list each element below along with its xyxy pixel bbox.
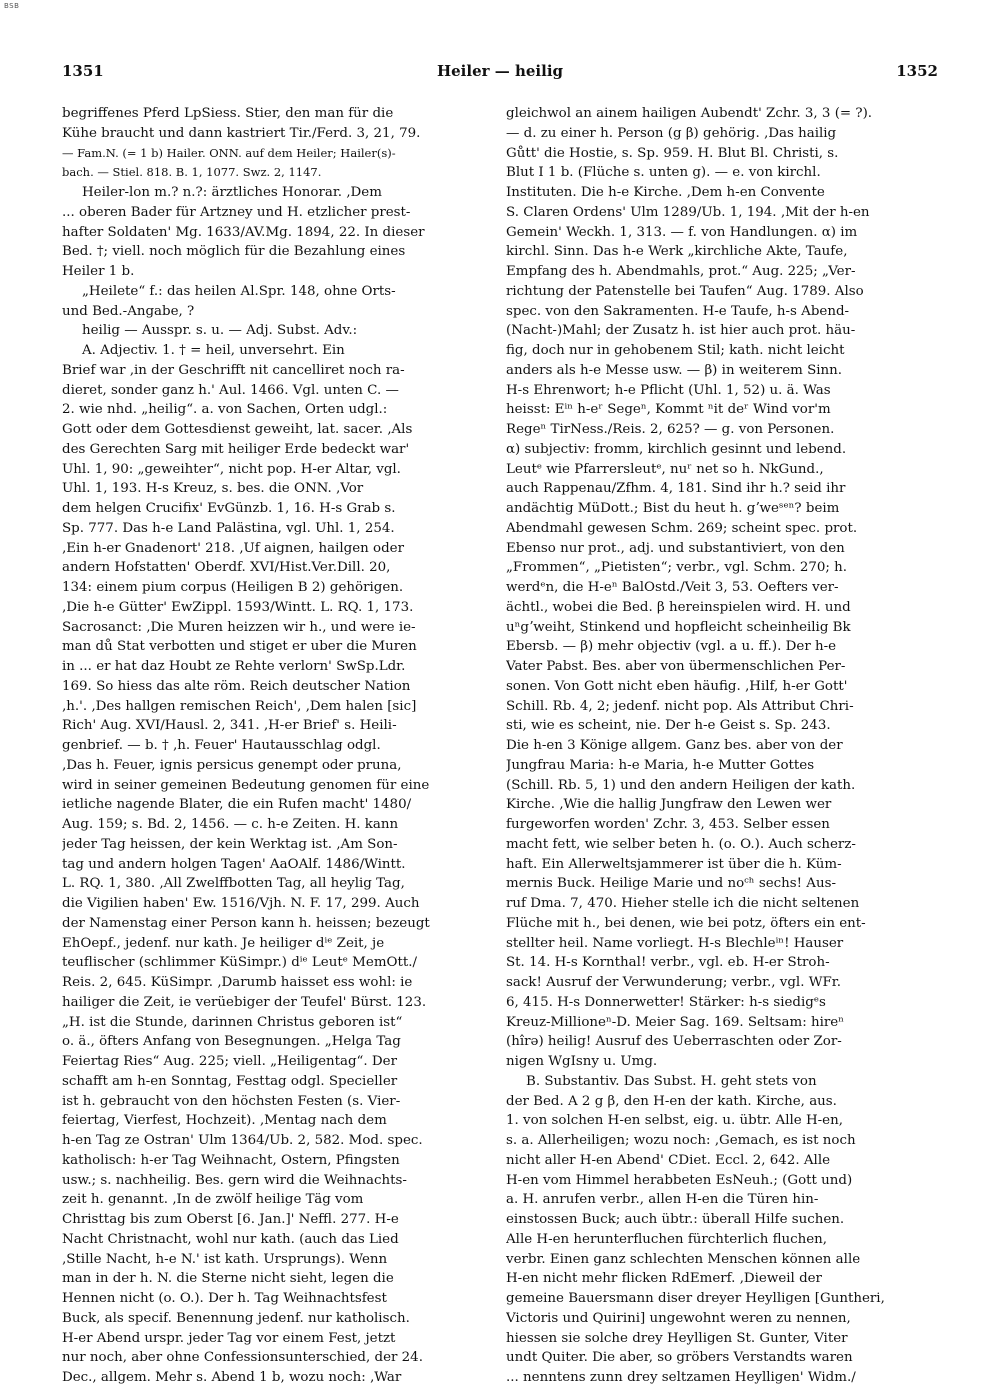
headword-title: Heiler — heilig (436, 62, 564, 80)
text-line: andächtig MüDott.; Bist du heut h. gʼweˢᵉⁿ? beim (506, 501, 840, 516)
text-line: Ebenso nur prot., adj. und substantiviert, von den (506, 540, 845, 556)
text-line: Alle H-en herunterfluchen fürchterlich fluchen, (506, 1231, 828, 1247)
text-line: Jungfrau Maria: h-e Maria, h-e Mutter Gottes (506, 757, 815, 773)
text-line: Empfang des h. Abendmahls, prot.“ Aug. 225; „Ver- (506, 264, 856, 279)
text-line: begriffenes Pferd LpSiess. Stier, den man für die (62, 106, 394, 121)
text-line: usw.; s. nachheilig. Bes. gern wird die Weihnachts- (62, 1172, 407, 1188)
text-line: H-er Abend urspr. jeder Tag vor einem Fest, jetzt (62, 1330, 396, 1346)
text-line: Hennen nicht (o. O.). Der h. Tag Weihnachtsfest (62, 1291, 387, 1306)
text-line: kirchl. Sinn. Das h-e Werk „kirchliche Akte, Taufe, (506, 244, 848, 260)
text-line: „Frommen“, „Pietisten“; verbr., vgl. Schm. 270; h. (506, 560, 848, 576)
text-line: Heiler-lon m.? n.?: ärztliches Honorar. ‚Dem (82, 185, 382, 200)
text-line: Kreuz-Millioneⁿ-D. Meier Sag. 169. Seltsam: hireⁿ (506, 1014, 844, 1030)
text-line: α) subjectiv: fromm, kirchlich gesinnt und lebend. (506, 441, 847, 457)
text-line: sti, wie es scheint, nie. Der h-e Geist s. Sp. 243. (506, 718, 831, 734)
text-line: Uhl. 1, 90: „geweihter“, nicht pop. H-er Altar, vgl. (62, 461, 401, 477)
text-line: 2. wie nhd. „heilig“. a. von Sachen, Orten udgl.: (62, 402, 388, 418)
text-line: einstossen Buck; auch übtr.: überall Hilfe suchen. (506, 1212, 845, 1227)
text-line: zeit h. genannt. ‚In de zwölf heilige Täg vom (62, 1192, 364, 1208)
text-line: Gůtt' die Hostie, s. Sp. 959. H. Blut Bl. Christi, s. (506, 145, 839, 161)
text-line: Nacht Christnacht, wohl nur kath. (auch das Lied (62, 1231, 399, 1247)
text-line: sack! Ausruf der Verwunderung; verbr., vgl. WFr. (506, 975, 841, 990)
text-line: man in der h. N. die Sterne nicht sieht, legen die (62, 1271, 394, 1287)
text-line: ruf Dma. 7, 470. Hieher stelle ich die nicht seltenen (506, 896, 860, 911)
text-line: schafft am h-en Sonntag, Festtag odgl. Specieller (62, 1073, 398, 1089)
text-line: o. ä., öfters Anfang von Besegnungen. „Helga Tag (62, 1034, 401, 1050)
text-line: ... nenntens zunn drey seltzamen Heylligen' Widm./ (506, 1370, 856, 1385)
text-line: nur noch, aber ohne Confessionsunterschied, der 24. (62, 1350, 423, 1366)
text-line: 6, 415. H-s Donnerwetter! Stärker: h-s siedigᵉs (506, 994, 826, 1010)
text-line: genbrief. — b. † ‚h. Feuer' Hautausschlag odgl. (62, 738, 381, 753)
text-line: Sacrosanct: ‚Die Muren heizzen wir h., und were ie- (62, 619, 416, 635)
text-line: des Gerechten Sarg mit heiliger Erde bedeckt war' (62, 441, 410, 457)
text-line: H-s Ehrenwort; h-e Pflicht (Uhl. 1, 52) u. ä. Was (506, 382, 831, 398)
text-line: — d. zu einer h. Person (g β) gehörig. ‚Das hailig (506, 125, 837, 141)
text-line: ‚Stille Nacht, h-e N.' ist kath. Ursprungs). Wenn (62, 1251, 388, 1267)
text-line: Dec., allgem. Mehr s. Abend 1 b, wozu noch: ‚War (62, 1370, 402, 1385)
text-line: ietliche nagende Blater, die ein Rufen macht' 1480/ (62, 797, 412, 813)
text-line: anders als h-e Messe usw. — β) in weiterem Sinn. (506, 362, 843, 378)
text-line: L. RQ. 1, 380. ‚All Zwelffbotten Tag, all heylig Tag, (62, 876, 405, 892)
text-line: nicht aller H-en Abend' CDiet. Eccl. 2, 642. Alle (506, 1152, 831, 1168)
text-line: man dů Stat verbotten und stiget er uber die Muren (62, 639, 417, 655)
text-line: (Nacht-)Mahl; der Zusatz h. ist hier auch prot. häu- (506, 323, 856, 339)
text-line: ächtl., wobei die Bed. β hereinspielen wird. H. und (506, 599, 851, 615)
text-line: Kirche. ‚Wie die hallig Jungfraw den Lewen wer (506, 797, 832, 813)
text-line: 134: einem pium corpus (Heiligen B 2) gehörigen. (62, 580, 404, 595)
text-line: haft. Ein Allerweltsjammerer ist über die h. Küm- (506, 856, 842, 872)
text-line: Reis. 2, 645. KüSimpr. ‚Darumb haisset ess wohl: ie (62, 975, 413, 990)
text-line: wird in seiner gemeinen Bedeutung genomen für eine (62, 777, 430, 793)
left-text-column (62, 104, 494, 1388)
text-line: (Schill. Rb. 5, 1) und den andern Heiligen der kath. (506, 777, 856, 793)
text-line: die Vigilien haben' Ew. 1516/Vjh. N. F. 17, 299. Auch (62, 896, 420, 911)
text-line: in ... er hat daz Houbt ze Rehte verlorn' SwSp.Ldr. (62, 659, 406, 674)
right-text-column (506, 104, 938, 1388)
text-line: B. Substantiv. Das Subst. H. geht stets von (526, 1073, 817, 1089)
text-line: S. Claren Ordens' Ulm 1289/Ub. 1, 194. ‚Mit der h-en (506, 204, 870, 220)
text-line: „Heilete“ f.: das heilen Al.Spr. 148, ohne Orts- (82, 283, 396, 299)
text-line: werdᵉn, die H-eⁿ BalOstd./Veit 3, 53. Oefters ver- (506, 580, 839, 595)
text-line: teuflischer (schlimmer KüSimpr.) dⁱᵉ Leutᵉ MemOtt./ (62, 955, 418, 971)
text-line: Flüche mit h., bei denen, wie bei potz, öfters ein ent- (506, 915, 866, 931)
text-line: a. H. anrufen verbr., allen H-en die Türen hin- (506, 1192, 819, 1208)
text-line: Blut I 1 b. (Flüche s. unten g). — e. von kirchl. (506, 165, 821, 181)
text-line: verbr. Einen ganz schlechten Menschen können alle (506, 1251, 861, 1267)
text-line: 169. So hiess das alte röm. Reich deutscher Nation (62, 678, 411, 694)
text-line: ‚Ein h-er Gnadenort' 218. ‚Uf aignen, hailgen oder (62, 540, 404, 556)
library-watermark: BSB (4, 2, 20, 10)
text-line: Abendmahl gewesen Schm. 269; scheint spec. prot. (506, 520, 858, 536)
text-line: Die h-en 3 Könige allgem. Ganz bes. aber von der (506, 738, 843, 753)
text-line: ... oberen Bader für Artzney und H. etzlicher prest- (62, 204, 411, 220)
text-line: mernis Buck. Heilige Marie und noᶜʰ sechs! Aus- (506, 876, 836, 892)
text-line: nigen WgIsny u. Umg. (506, 1054, 658, 1069)
text-line: der Namenstag einer Person kann h. heissen; bezeugt (62, 915, 430, 931)
text-line: St. 14. H-s Kornthal! verbr., vgl. eb. H-er Stroh- (506, 955, 830, 971)
text-line: furgeworfen worden' Zchr. 3, 453. Selber essen (506, 817, 830, 832)
text-line: Bed. †; viell. noch möglich für die Bezahlung eines (62, 244, 406, 260)
text-line: hiessen sie solche drey Heylligen St. Gunter, Viter (506, 1330, 848, 1346)
text-line: stellter heil. Name vorliegt. H-s Blechleⁱⁿ! Hauser (506, 935, 844, 951)
text-line: „H. ist die Stunde, darinnen Christus geboren ist“ (62, 1014, 403, 1030)
text-line: H-en vom Himmel herabbeten EsNeuh.; (Gott und) (506, 1172, 853, 1188)
text-line: macht fett, wie selber beten h. (o. O.). Auch scherz- (506, 836, 856, 852)
text-line: Feiertag Ries“ Aug. 225; viell. „Heiligentag“. Der (62, 1054, 397, 1069)
text-line: 1. von solchen H-en selbst, eig. u. übtr. Alle H-en, (506, 1113, 843, 1129)
text-line: auch Rappenau/Zfhm. 4, 181. Sind ihr h.? seid ihr (506, 481, 846, 497)
text-line: Ebersb. — β) mehr objectiv (vgl. a u. ff.). Der h-e (506, 639, 837, 655)
text-line: dieret, sonder ganz h.' Aul. 1466. Vgl. unten C. — (62, 382, 399, 398)
text-line: richtung der Patenstelle bei Taufen“ Aug. 1789. Also (506, 283, 864, 299)
text-line: andern Hofstatten' Oberdf. XVI/Hist.Ver.Dill. 20, (62, 560, 391, 576)
text-line: Leutᵉ wie Pfarrersleutᵉ, nuʳ net so h. NkGund., (506, 461, 824, 477)
text-line: Heiler 1 b. (62, 264, 135, 279)
text-line: gleichwol an ainem hailigen Aubendt' Zchr. 3, 3 (= ?). (506, 106, 873, 121)
text-line: tag und andern holgen Tagen' AaOAlf. 1486/Wintt. (62, 856, 406, 872)
text-line: s. a. Allerheiligen; wozu noch: ‚Gemach, es ist noch (506, 1133, 856, 1148)
text-line: Regeⁿ TirNess./Reis. 2, 625? — g. von Personen. (506, 422, 835, 437)
text-line: fig, doch nur in gehobenem Stil; kath. nicht leicht (506, 343, 845, 358)
text-line: und Bed.-Angabe, ? (62, 303, 195, 319)
text-line: EhOepf., jedenf. nur kath. Je heiliger dⁱᵉ Zeit, je (62, 935, 385, 951)
text-line: Brief war ‚in der Geschrifft nit cancelliret noch ra- (62, 362, 405, 378)
text-line: Buck, als specif. Benennung jedenf. nur katholisch. (62, 1310, 410, 1326)
text-line: Instituten. Die h-e Kirche. ‚Dem h-en Convente (506, 185, 825, 200)
text-line: Uhl. 1, 193. H-s Kreuz, s. bes. die ONN. ‚Vor (62, 481, 364, 497)
text-line: Aug. 159; s. Bd. 2, 1456. — c. h-e Zeiten. H. kann (62, 817, 399, 832)
text-line: heisst: Eⁱⁿ h-eʳ Segeⁿ, Kommt ⁿit deʳ Wind vor'm (506, 402, 831, 418)
text-line: ist h. gebraucht von den höchsten Festen (s. Vier- (62, 1093, 401, 1109)
text-line: Victoris und Quirini] ungewohnt weren zu nennen, (506, 1310, 851, 1326)
text-line: ‚Die h-e Gütter' EwZippl. 1593/Wintt. L. RQ. 1, 173. (62, 599, 414, 615)
text-line: ‚h.'. ‚Des hallgen remischen Reich', ‚Dem halen [sic] (62, 698, 417, 714)
text-line: dem helgen Crucifix' EvGünzb. 1, 16. H-s Grab s. (62, 501, 396, 516)
text-line: undt Quiter. Die aber, so gröbers Verstandts waren (506, 1350, 853, 1366)
text-line: ‚Das h. Feuer, ignis persicus genempt oder pruna, (62, 757, 402, 773)
text-line: Christtag bis zum Oberst [6. Jan.]' Neffl. 277. H-e (62, 1212, 399, 1227)
right-page-number: 1352 (896, 62, 938, 80)
text-line: A. Adjectiv. 1. † = heil, unversehrt. Ein (82, 343, 345, 358)
text-line: bach. — Stiel. 818. B. 1, 1077. Swz. 2, 1147. (62, 165, 322, 180)
text-line: (hîrə) heilig! Ausruf des Ueberraschten oder Zor- (506, 1034, 842, 1050)
text-line: Kühe braucht und dann kastriert Tir./Ferd. 3, 21, 79. (62, 125, 421, 141)
text-line: spec. von den Sakramenten. H-e Taufe, h-s Abend- (506, 303, 850, 319)
text-line: Gott oder dem Gottesdienst geweiht, lat. sacer. ‚Als (62, 422, 413, 437)
text-line: Schill. Rb. 4, 2; jedenf. nicht pop. Als Attribut Chri- (506, 698, 854, 714)
text-line: — Fam.N. (= 1 b) Hailer. ONN. auf dem Heiler; Hailer(s)- (62, 145, 396, 160)
text-line: hafter Soldaten' Mg. 1633/AV.Mg. 1894, 22. In dieser (62, 224, 425, 240)
text-line: Gemein' Weckh. 1, 313. — f. von Handlungen. α) im (506, 224, 858, 240)
text-line: sonen. Von Gott nicht eben häufig. ‚Hilf, h-er Gott' (506, 678, 848, 694)
text-line: H-en nicht mehr flicken RdEmerf. ‚Dieweil der (506, 1271, 822, 1287)
text-line: feiertag, Vierfest, Hochzeit). ‚Mentag nach dem (62, 1113, 387, 1129)
text-line: uⁿgʼweiht, Stinkend und hopfleicht scheinheilig Bk (506, 619, 851, 635)
text-line: h-en Tag ze Ostran' Ulm 1364/Ub. 2, 582. Mod. spec. (62, 1133, 423, 1148)
text-line: katholisch: h-er Tag Weihnacht, Ostern, Pfingsten (62, 1152, 400, 1168)
text-line: Sp. 777. Das h-e Land Palästina, vgl. Uhl. 1, 254. (62, 520, 395, 536)
text-line: Vater Pabst. Bes. aber von übermenschlichen Per- (506, 659, 846, 674)
running-header (62, 62, 938, 86)
text-line: jeder Tag heissen, der kein Werktag ist. ‚Am Son- (62, 836, 398, 852)
text-line: der Bed. A 2 g β, den H-en der kath. Kirche, aus. (506, 1093, 837, 1109)
text-line: heilig — Ausspr. s. u. — Adj. Subst. Adv.: (82, 323, 358, 339)
text-line: Rich' Aug. XVI/Hausl. 2, 341. ‚H-er Brief' s. Heili- (62, 718, 397, 734)
text-line: hailiger die Zeit, ie verüebiger der Teufel' Bürst. 123. (62, 994, 427, 1010)
left-page-number: 1351 (62, 62, 104, 80)
text-line: gemeine Bauersmann diser dreyer Heylligen [Guntheri, (506, 1291, 885, 1306)
